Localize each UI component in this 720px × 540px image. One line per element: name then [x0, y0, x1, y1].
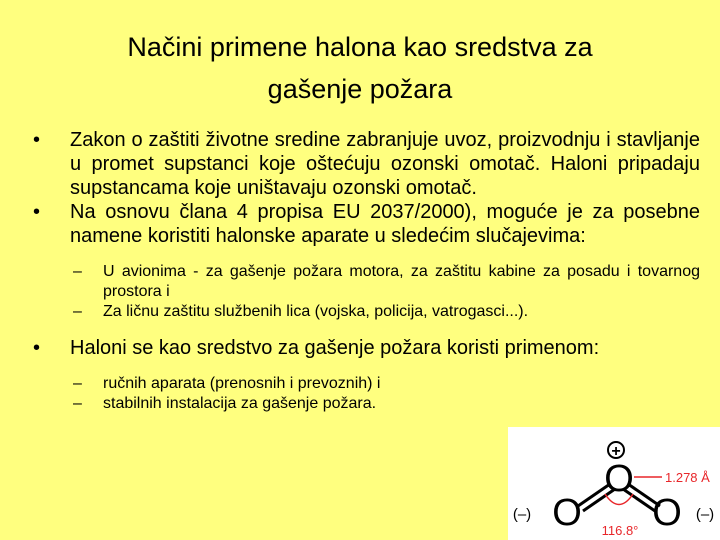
- sub-item: [30, 302, 700, 322]
- bullet-marker: •: [33, 129, 41, 151]
- sub-item-text: ručnih aparata (prenosnih i prevoznih) i: [103, 375, 381, 392]
- charge-right: (–): [695, 506, 715, 523]
- bullet-list: [30, 128, 700, 414]
- sub-item: [30, 374, 700, 394]
- sub-item: [30, 262, 700, 302]
- bond-length-label: 1.278 Å: [665, 470, 710, 485]
- ozone-molecule-diagram: [508, 427, 720, 540]
- dash-marker: –: [73, 263, 82, 280]
- slide-title: [40, 26, 680, 110]
- ozone-molecule-figure: [508, 427, 720, 540]
- bullet-marker: •: [33, 337, 41, 359]
- title-line-2: gašenje požara: [267, 74, 453, 104]
- sub-item-text: Za ličnu zaštitu službenih lica (vojska, policija, vatrogasci...).: [103, 303, 529, 320]
- bond-angle-label: 116.8°: [601, 523, 639, 538]
- bullet-item: [30, 128, 700, 200]
- atom-right: O: [652, 492, 682, 534]
- sub-item: [30, 394, 700, 414]
- dash-marker: –: [73, 395, 82, 412]
- bullet-marker: •: [33, 201, 41, 223]
- atom-left: O: [552, 492, 582, 534]
- bullet-item: [30, 336, 700, 360]
- dash-marker: –: [73, 303, 82, 320]
- bullet-text: Zakon o zaštiti životne sredine zabranjuje uvoz, proizvodnju i stavljanje u promet supstanci koje oštećuju ozonski omotač. Haloni pripadaju supstancama koje uništavaju ozonski omotač.: [70, 129, 700, 199]
- bullet-text: Na osnovu člana 4 propisa EU 2037/2000), moguće je za posebne namene koristiti halonske aparate u sledećim slučajevima:: [70, 201, 700, 247]
- sub-item-text: stabilnih instalacija za gašenje požara.: [103, 395, 377, 412]
- charge-center: +: [611, 443, 621, 460]
- sub-item-text: U avionima - za gašenje požara motora, za zaštitu kabine za posadu i tovarnog prostora i: [103, 263, 700, 300]
- dash-marker: –: [73, 375, 82, 392]
- charge-left: (–): [512, 506, 532, 523]
- bullet-text: Haloni se kao sredstvo za gašenje požara koristi primenom:: [70, 337, 600, 359]
- title-line-1: Načini primene halona kao sredstva za: [127, 32, 593, 62]
- atom-center: O: [604, 458, 634, 500]
- bullet-item: [30, 200, 700, 248]
